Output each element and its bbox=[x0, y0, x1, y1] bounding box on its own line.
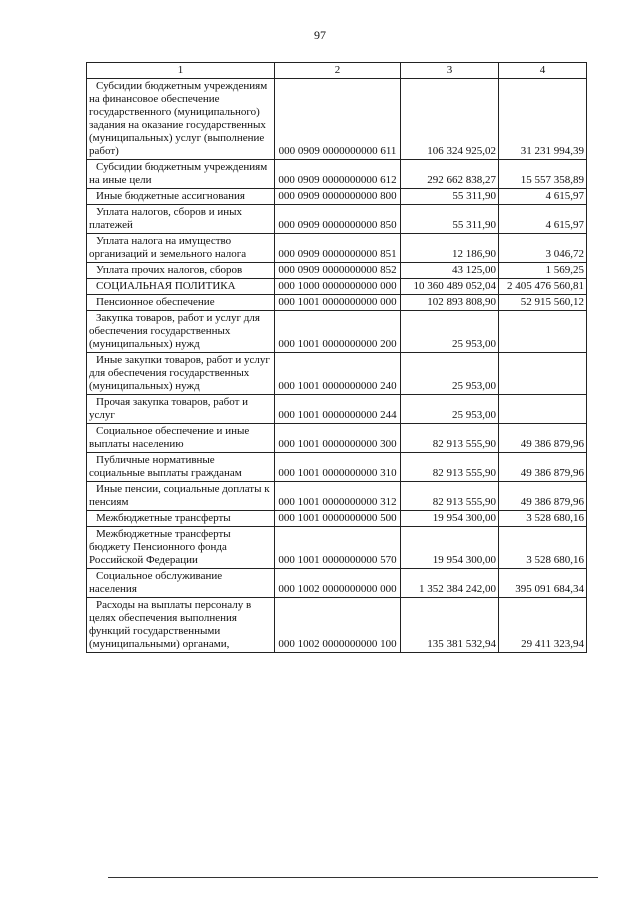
row-code-cell: 000 0909 0000000000 612 bbox=[275, 160, 401, 189]
row-value-col4-cell bbox=[499, 395, 587, 424]
row-name-cell: Расходы на выплаты персоналу в целях обеспечения выполнения функций государственными (муниципальными) органами, bbox=[87, 598, 275, 653]
table-row bbox=[87, 234, 587, 263]
row-code-cell: 000 0909 0000000000 850 bbox=[275, 205, 401, 234]
row-code-cell: 000 0909 0000000000 800 bbox=[275, 189, 401, 205]
row-name-cell: СОЦИАЛЬНАЯ ПОЛИТИКА bbox=[87, 279, 275, 295]
table-row bbox=[87, 279, 587, 295]
row-name-cell: Иные пенсии, социальные доплаты к пенсиям bbox=[87, 482, 275, 511]
table-row bbox=[87, 295, 587, 311]
column-header-4: 4 bbox=[499, 63, 587, 79]
row-value-col3-cell: 82 913 555,90 bbox=[401, 424, 499, 453]
footer-rule bbox=[108, 877, 598, 878]
table-row bbox=[87, 527, 587, 569]
row-value-col4-cell: 52 915 560,12 bbox=[499, 295, 587, 311]
row-name-cell: Пенсионное обеспечение bbox=[87, 295, 275, 311]
row-code-cell: 000 0909 0000000000 852 bbox=[275, 263, 401, 279]
row-name-cell: Прочая закупка товаров, работ и услуг bbox=[87, 395, 275, 424]
row-value-col3-cell: 12 186,90 bbox=[401, 234, 499, 263]
row-name-cell: Социальное обслуживание населения bbox=[87, 569, 275, 598]
row-value-col3-cell: 292 662 838,27 bbox=[401, 160, 499, 189]
table-body bbox=[87, 79, 587, 653]
table-row bbox=[87, 311, 587, 353]
row-code-cell: 000 0909 0000000000 611 bbox=[275, 79, 401, 160]
row-value-col3-cell: 55 311,90 bbox=[401, 205, 499, 234]
budget-table bbox=[86, 62, 587, 653]
row-code-cell: 000 1001 0000000000 000 bbox=[275, 295, 401, 311]
row-value-col4-cell bbox=[499, 311, 587, 353]
row-name-cell: Публичные нормативные социальные выплаты гражданам bbox=[87, 453, 275, 482]
row-value-col4-cell: 395 091 684,34 bbox=[499, 569, 587, 598]
row-name-cell: Уплата налога на имущество организаций и земельного налога bbox=[87, 234, 275, 263]
row-value-col4-cell: 3 528 680,16 bbox=[499, 511, 587, 527]
table-row bbox=[87, 353, 587, 395]
row-code-cell: 000 1001 0000000000 300 bbox=[275, 424, 401, 453]
row-code-cell: 000 0909 0000000000 851 bbox=[275, 234, 401, 263]
row-value-col4-cell: 3 528 680,16 bbox=[499, 527, 587, 569]
column-header-1: 1 bbox=[87, 63, 275, 79]
row-value-col4-cell bbox=[499, 353, 587, 395]
row-value-col4-cell: 49 386 879,96 bbox=[499, 424, 587, 453]
row-code-cell: 000 1001 0000000000 310 bbox=[275, 453, 401, 482]
row-value-col4-cell: 3 046,72 bbox=[499, 234, 587, 263]
row-value-col4-cell: 31 231 994,39 bbox=[499, 79, 587, 160]
row-code-cell: 000 1002 0000000000 000 bbox=[275, 569, 401, 598]
row-value-col3-cell: 82 913 555,90 bbox=[401, 453, 499, 482]
row-value-col4-cell: 1 569,25 bbox=[499, 263, 587, 279]
row-code-cell: 000 1001 0000000000 312 bbox=[275, 482, 401, 511]
table-row bbox=[87, 453, 587, 482]
row-name-cell: Социальное обеспечение и иные выплаты населению bbox=[87, 424, 275, 453]
row-value-col4-cell: 15 557 358,89 bbox=[499, 160, 587, 189]
row-value-col3-cell: 55 311,90 bbox=[401, 189, 499, 205]
table-row bbox=[87, 263, 587, 279]
row-value-col3-cell: 1 352 384 242,00 bbox=[401, 569, 499, 598]
row-value-col4-cell: 49 386 879,96 bbox=[499, 453, 587, 482]
row-value-col3-cell: 82 913 555,90 bbox=[401, 482, 499, 511]
row-name-cell: Закупка товаров, работ и услуг для обеспечения государственных (муниципальных) нужд bbox=[87, 311, 275, 353]
table-row bbox=[87, 395, 587, 424]
table-row bbox=[87, 598, 587, 653]
row-name-cell: Субсидии бюджетным учреждениям на иные цели bbox=[87, 160, 275, 189]
row-value-col4-cell: 2 405 476 560,81 bbox=[499, 279, 587, 295]
table-row bbox=[87, 424, 587, 453]
row-name-cell: Субсидии бюджетным учреждениям на финансовое обеспечение государственного (муниципального) задания на оказание государственных (муниципальных) услуг (выполнение работ) bbox=[87, 79, 275, 160]
table-row bbox=[87, 511, 587, 527]
row-code-cell: 000 1001 0000000000 500 bbox=[275, 511, 401, 527]
row-value-col3-cell: 43 125,00 bbox=[401, 263, 499, 279]
row-code-cell: 000 1001 0000000000 200 bbox=[275, 311, 401, 353]
row-value-col3-cell: 25 953,00 bbox=[401, 395, 499, 424]
row-value-col4-cell: 29 411 323,94 bbox=[499, 598, 587, 653]
page-number: 97 bbox=[314, 28, 326, 42]
table-row bbox=[87, 160, 587, 189]
row-value-col4-cell: 4 615,97 bbox=[499, 205, 587, 234]
row-value-col3-cell: 135 381 532,94 bbox=[401, 598, 499, 653]
table-row bbox=[87, 79, 587, 160]
table-row bbox=[87, 189, 587, 205]
table-row bbox=[87, 569, 587, 598]
column-header-3: 3 bbox=[401, 63, 499, 79]
row-code-cell: 000 1001 0000000000 240 bbox=[275, 353, 401, 395]
row-name-cell: Уплата прочих налогов, сборов bbox=[87, 263, 275, 279]
row-value-col4-cell: 49 386 879,96 bbox=[499, 482, 587, 511]
table-header-row bbox=[87, 63, 587, 79]
table-row bbox=[87, 205, 587, 234]
row-code-cell: 000 1001 0000000000 244 bbox=[275, 395, 401, 424]
row-value-col3-cell: 19 954 300,00 bbox=[401, 527, 499, 569]
row-value-col3-cell: 102 893 808,90 bbox=[401, 295, 499, 311]
row-code-cell: 000 1000 0000000000 000 bbox=[275, 279, 401, 295]
column-header-2: 2 bbox=[275, 63, 401, 79]
row-name-cell: Иные закупки товаров, работ и услуг для обеспечения государственных (муниципальных) нужд bbox=[87, 353, 275, 395]
table-row bbox=[87, 482, 587, 511]
row-name-cell: Межбюджетные трансферты бюджету Пенсионного фонда Российской Федерации bbox=[87, 527, 275, 569]
row-code-cell: 000 1001 0000000000 570 bbox=[275, 527, 401, 569]
row-value-col4-cell: 4 615,97 bbox=[499, 189, 587, 205]
row-value-col3-cell: 106 324 925,02 bbox=[401, 79, 499, 160]
row-code-cell: 000 1002 0000000000 100 bbox=[275, 598, 401, 653]
row-value-col3-cell: 10 360 489 052,04 bbox=[401, 279, 499, 295]
row-value-col3-cell: 25 953,00 bbox=[401, 353, 499, 395]
row-value-col3-cell: 19 954 300,00 bbox=[401, 511, 499, 527]
row-name-cell: Уплата налогов, сборов и иных платежей bbox=[87, 205, 275, 234]
row-value-col3-cell: 25 953,00 bbox=[401, 311, 499, 353]
row-name-cell: Межбюджетные трансферты bbox=[87, 511, 275, 527]
row-name-cell: Иные бюджетные ассигнования bbox=[87, 189, 275, 205]
